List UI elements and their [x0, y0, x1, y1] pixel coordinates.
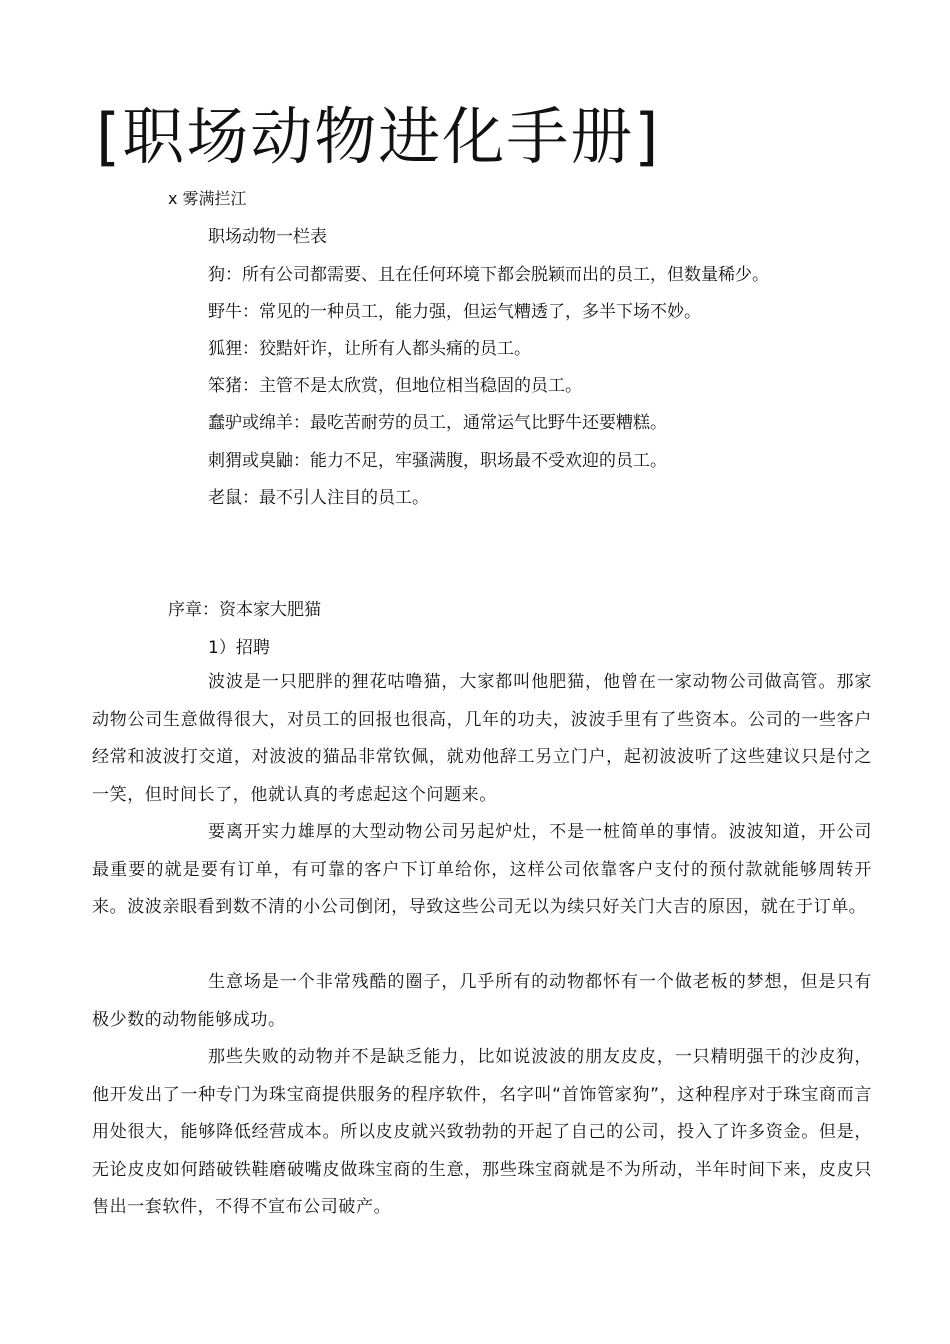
body-paragraph: 波波是一只肥胖的狸花咕噜猫，大家都叫他肥猫，他曾在一家动物公司做高管。那家动物公司生意做得很大，对员工的回报也很高，几年的功夫，波波手里有了些资本。公司的一些客户经常和波波打交道，对波波的猫品非常钦佩，就劝他辞工另立门户，起初波波听了这些建议只是付之一笑，但时间长了，他就认真的考虑起这个问题来。 [92, 672, 872, 805]
animal-list-item: 蠢驴或绵羊：最吃苦耐劳的员工，通常运气比野牛还要糟糕。 [208, 413, 667, 433]
body-paragraph: 生意场是一个非常残酷的圈子，几乎所有的动物都怀有一个做老板的梦想，但是只有极少数的动物能够成功。 [92, 972, 872, 1030]
chapter-title: 序章：资本家大肥猫 [168, 600, 321, 620]
animal-list-item: 狐狸：狡黠奸诈，让所有人都头痛的员工。 [208, 339, 531, 359]
animal-list-item: 野牛：常见的一种员工，能力强，但运气糟透了，多半下场不妙。 [208, 302, 701, 322]
document-title: [职场动物进化手册] [96, 100, 661, 173]
animal-list-item: 狗：所有公司都需要、且在任何环境下都会脱颖而出的员工，但数量稀少。 [208, 265, 769, 285]
author-line: x 雾满拦江 [168, 189, 247, 208]
animal-list-item: 老鼠：最不引人注目的员工。 [208, 488, 429, 508]
animal-list-item: 笨猪：主管不是太欣赏，但地位相当稳固的员工。 [208, 376, 582, 396]
animal-list-item: 刺猬或臭鼬：能力不足，牢骚满腹，职场最不受欢迎的员工。 [208, 451, 667, 471]
body-paragraph: 那些失败的动物并不是缺乏能力，比如说波波的朋友皮皮，一只精明强干的沙皮狗，他开发出了一种专门为珠宝商提供服务的程序软件，名字叫“首饰管家狗”，这种程序对于珠宝商而言用处很大，能够降低经营成本。所以皮皮就兴致勃勃的开起了自己的公司，投入了许多资金。但是，无论皮皮如何踏破铁鞋磨破嘴皮做珠宝商的生意，那些珠宝商就是不为所动，半年时间下来，皮皮只售出一套软件，不得不宣布公司破产。 [92, 1047, 872, 1217]
list-heading: 职场动物一栏表 [208, 227, 327, 247]
body-paragraph: 要离开实力雄厚的大型动物公司另起炉灶，不是一桩简单的事情。波波知道，开公司最重要的就是要有订单，有可靠的客户下订单给你，这样公司依靠客户支付的预付款就能够周转开来。波波亲眼看到数不清的小公司倒闭，导致这些公司无以为续只好关门大吉的原因，就在于订单。 [92, 822, 872, 917]
section-title: 1）招聘 [208, 638, 270, 658]
